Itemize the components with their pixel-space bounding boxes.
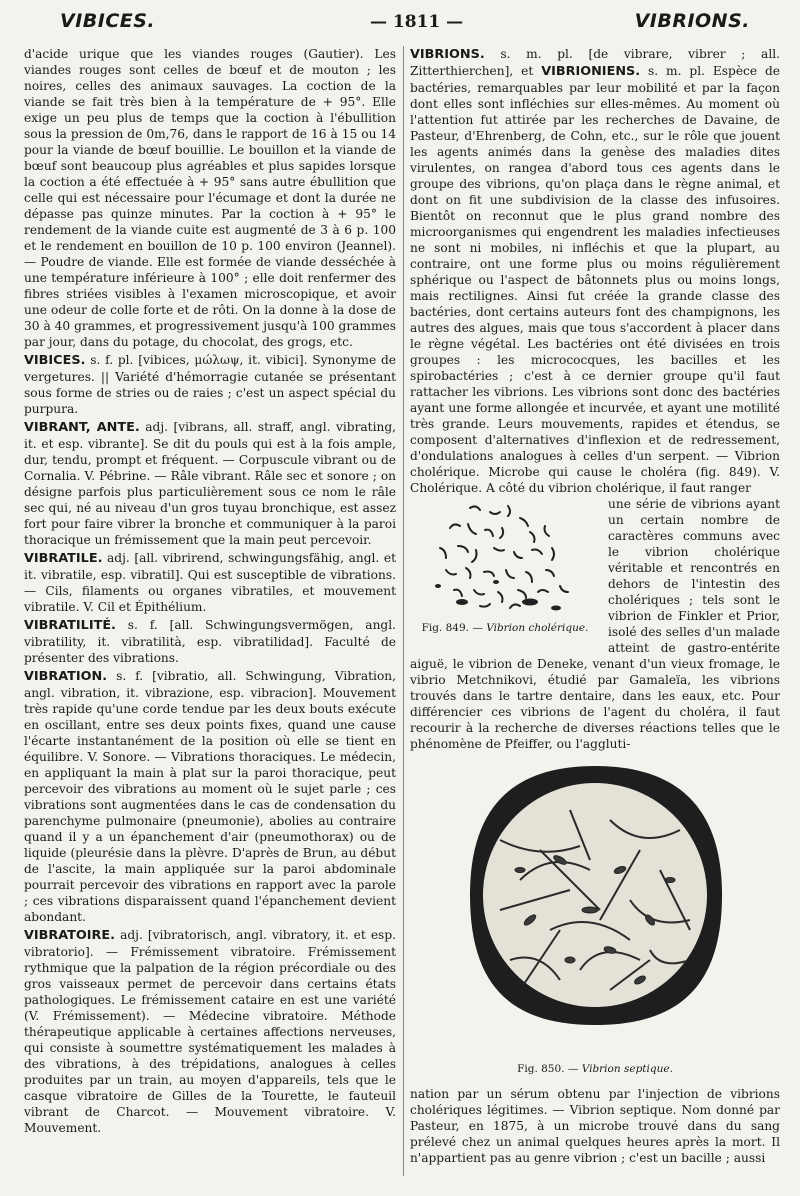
vibrion-septique-illustration [410,760,780,1060]
header-right-term: VIBRIONS. [634,10,750,32]
page-number: — 1811 — [370,12,464,32]
figure-849 [410,498,600,654]
entry-headword: VIBRATOIRE. [24,928,116,943]
figure-850-title: Vibrion septique. [581,1063,673,1075]
left-column [24,46,396,1186]
figure-849-block [410,496,780,752]
entry-headword: VIBRATILE. [24,551,103,566]
entry-definition: adj. [vibrans, all. straff, angl. vibrating, it. et esp. vibrante]. Se dit du pouls qui est à la fois ample, dur, tendu, prompt et fréquent. — Corpuscule vibrant ou de Cornalia. V. Pébrine. — Râle vibrant. Râle sec et sonore ; on désigne parfois plus particulièrement sous ce nom le râle sec qui, né au niveau d'un gros tuyau bronchique, est assez fort pour faire vibrer la bronche et communiquer à la paroi thoracique un frémissement que la main peut percevoir. [24,420,396,547]
entry-definition: s. m. pl. Espèce de bactéries, remarquables par leur mobilité et par la façon dont elles sont infléchies sur elles-mêmes. Au moment où l'attention fut attirée par les recherches de Davaine, de Pasteur, d'Ehrenberg, de Cohn, etc., sur le rôle que jouent les agents animés dans la genèse des maladies dites virulentes, on rangea d'abord tous ces agents dans le groupe des vibrions, qu'on plaça dans le règne animal, et dont on fit une subdivision de la classe des infusoires. Bientôt on reconnut que le plus grand nombre des microorganismes qui engendrent les maladies infectieuses ne sont ni mobiles, ni infléchis et que la plupart, au contraire, ont une forme plus ou moins régulièrement sphérique ou l'aspect de bâtonnets plus ou moins longs, mais rectilignes. Ainsi fut créée la grande classe des bactéries, dont certains auteurs font des champignons, les autres des algues, mais que tous s'accordent à placer dans le règne végétal. Les bactéries ont été divisées en trois groupes : les micrococques, les bacilles et les spirobactéries ; c'est à ce dernier groupe qu'il faut rattacher les vibrions. Les vibrions sont donc des bactéries ayant une forme allongée et incurvée, et ayant une motilité très grande. Leurs mouvements, rapides et étendus, se composent d'alternatives d'inflexion et de redressement, d'ondulations analogues à celles d'un serpent. — Vibrion cholérique. Microbe qui cause le choléra (fig. 849). V. Cholérique. A côté du vibrion cholérique, il faut ranger [410,64,780,495]
entry-vibratoire [24,927,396,1136]
figure-849-title: Vibrion cholérique. [486,622,589,634]
figure-850-caption [410,1063,780,1076]
figure-849-caption [410,622,600,635]
entry-vibices [24,352,396,417]
entry-vibratilite [24,617,396,666]
entry-vibrions [410,46,780,496]
entry-headword: VIBRATILITÉ. [24,618,116,633]
entry-definition-end: nation par un sérum obtenu par l'injection de vibrions cholériques légitimes. — Vibrion septique. Nom donné par Pasteur, en 1875, à un microbe trouvé dans du sang prélevé chez un animal quelques heures après la mort. Il n'appartient pas au genre vibrion ; c'est un bacille ; aussi [410,1087,780,1165]
vibrion-cholerique-illustration [410,498,600,622]
entry-vibration [24,668,396,925]
figure-849-number: Fig. 849. — [421,622,483,634]
entry-definition: s. f. [vibratio, all. Schwingung, Vibration, angl. vibration, it. vibrazione, esp. vibracion]. Mouvement très rapide qu'une corde tendue par les deux bouts exécute en oscillant, entre ses deux points fixes, quand une cause l'écarte instantanément de la position où elle se tient en équilibre. V. Sonore. — Vibrations thoraciques. Le médecin, en appliquant la main à plat sur la paroi thoracique, peut percevoir des vibrations au moment où le sujet parle ; ces vibrations sont augmentées dans le cas de condensation du parenchyme pulmonaire (pneumonie), abolies au contraire quand il y a un épanchement d'air (pneumothorax) ou de liquide (pleurésie dans la plèvre. D'après de Brun, au début de l'ascite, la main appliquée sur la paroi abdominale pourrait percevoir des vibrations en rapport avec la parole ; ces vibrations disparaissent quand l'épanchement devient abondant. [24,669,396,924]
header-left-term: VIBICES. [60,10,156,32]
column-divider [403,46,404,1176]
entry-headword: VIBRANT, ANTE. [24,420,140,435]
entry-headword: VIBICES. [24,353,86,368]
entry-definition: s. f. [all. Schwingungsvermögen, angl. vibratility, it. vibratilità, esp. vibratilidad]. Faculté de présenter des vibrations. [24,618,396,665]
figure-850-number: Fig. 850. — [517,1063,579,1075]
continued-paragraph: d'acide urique que les viandes rouges (Gautier). Les viandes rouges sont celles de bœuf et de mouton ; les noires, celles des animaux sauvages. La coction de la viande se fait très bien à la température de + 95°. Elle exige un peu plus de temps que la coction à l'ébullition sous la pression de 0m,76, dans le rapport de 16 à 15 ou 14 pour la viande de bœuf bouillie. Le bouillon et la viande de bœuf sont beaucoup plus agréables et plus sapides lorsque la coction a été effectuée à + 95° sans autre ébullition que celle qui est nécessaire pour l'écumage et dont la durée ne dépasse pas quinze minutes. Par la coction à + 95° le rendement de la viande cuite est augmenté de 3 à 6 p. 100 et le rendement en bouillon de 10 p. 100 environ (Jeannel). — Poudre de viande. Elle est formée de viande desséchée à une température inférieure à 100° ; elle doit renfermer des fibres striées visibles à l'examen microscopique, et avoir une odeur de colle forte et de rôti. On la donne à la dose de 30 à 40 grammes, et progressivement jusqu'à 100 grammes par jour, dans du potage, du chocolat, des grogs, etc. [24,47,396,349]
entry-definition: adj. [vibratorisch, angl. vibratory, it. et esp. vibratorio]. — Frémissement vibratoire. Frémissement rythmique que la palpation de la région précordiale ou des gros vaisseaux permet de percevoir dans certains états pathologiques. Le frémissement cataire en est une variété (V. Frémissement). — Médecine vibratoire. Méthode thérapeutique applicable à certaines affections nerveuses, qui consiste à soumettre systématiquement les malades à des vibrations, à des trépidations, analogues à celles produites par un train, au moyen d'appareils, tels que le casque vibratoire de Gilles de la Tourette, le fauteuil vibrant de Charcot. — Mouvement vibratoire. V. Mouvement. [24,928,396,1135]
entry-headword: VIBRATION. [24,669,108,684]
entry-definition-continued: une série de vibrions ayant un certain nombre de caractères communs avec le vibrion cholérique véritable et rencontrés en dehors de l'intestin des cholériques ; tels sont le vibrion de Finkler et Prior, isolé des selles d'un malade atteint de gastro-entérite aiguë, le vibrion de Deneke, venant d'un vieux fromage, le vibrio Metchnikovi, étudié par Gamaleïa, les vibrions trouvés dans le tartre dentaire, dans les eaux, etc. Pour différencier ces vibrions de l'agent du choléra, il faut recourir à la recherche de diverses réactions telles que le phénomène de Pfeiffer, ou l'aggluti- [410,497,780,751]
entry-definition: adj. [all. vibrirend, schwingungsfähig, angl. et it. vibratile, esp. vibratil]. Qui est susceptible de vibrations. — Cils, filaments ou organes vibratiles, et mouvement vibratile. V. Cil et Épithélium. [24,551,396,614]
figure-850 [410,760,780,1082]
entry-definition: s. f. pl. [vibices, μώλωψ, it. vibici]. Synonyme de vergetures. || Variété d'hémorragie cutanée se présentant sous forme de stries ou de raies ; c'est un aspect spécial du purpura. [24,353,396,416]
entry-vibrant [24,419,396,548]
entry-headword-alt: VIBRIONIENS. [541,64,641,79]
entry-headword: VIBRIONS. [410,47,485,62]
entry-vibratile [24,550,396,615]
right-column [410,46,780,1186]
page-header [20,6,780,40]
entry-etymology: s. m. pl. [de vibrare, vibrer ; all. Zitterthierchen], et [410,47,780,78]
